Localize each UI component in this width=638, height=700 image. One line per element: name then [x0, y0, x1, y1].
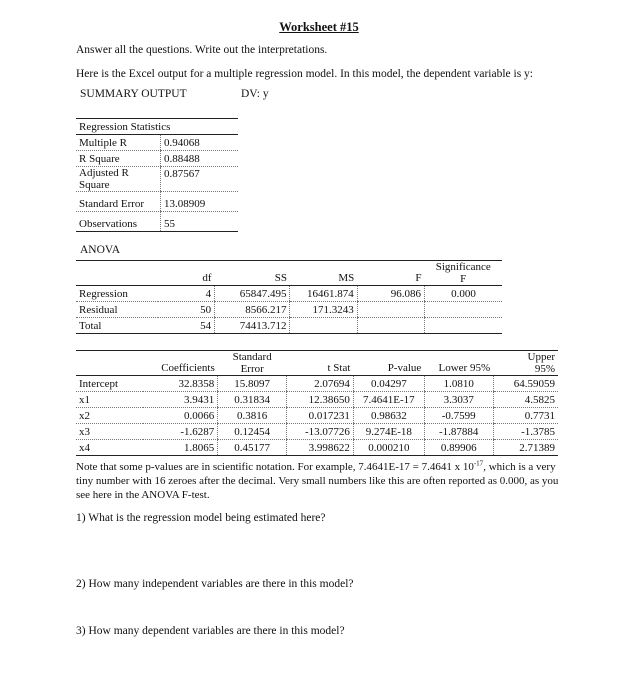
coef-upper95: 2.71389 — [493, 440, 558, 456]
anova-df: 54 — [158, 318, 215, 334]
stat-value: 55 — [161, 212, 239, 232]
anova-ss: 74413.712 — [215, 318, 290, 334]
note-part2: , which is a very tiny number with 16 zeroes after the decimal. Very small numbers like this are often reported as 0.000, as you see here in the ANOVA F-test. — [76, 461, 559, 501]
note-part1: Note that some p-values are in scientific notation. For example, 7.4641E-17 = 7.4641 x 10 — [76, 461, 474, 473]
tstat-header: t Stat — [327, 362, 351, 374]
regression-statistics-table — [76, 118, 238, 232]
table-row — [76, 192, 238, 212]
anova-significance: 0.000 — [424, 286, 502, 302]
coef-tstat: 0.017231 — [287, 408, 354, 424]
coef-upper95: 4.5825 — [493, 392, 558, 408]
lower95-header: Lower 95% — [438, 362, 491, 374]
table-row — [76, 302, 502, 318]
table-row — [76, 424, 558, 440]
anova-header-significance-line1: Significance — [435, 261, 491, 273]
anova-ms: 171.3243 — [290, 302, 357, 318]
table-row — [76, 376, 558, 392]
se-header-line1: Standard — [232, 351, 272, 363]
stat-label-line2: Square — [79, 179, 110, 191]
coef-name: x2 — [76, 408, 143, 424]
anova-header-f: F — [415, 272, 422, 284]
summary-output-label: SUMMARY OUTPUT — [80, 88, 187, 100]
coef-pvalue: 9.274E-18 — [353, 424, 424, 440]
anova-header-ms: MS — [338, 272, 355, 284]
table-row — [76, 167, 238, 192]
instructions-text: Answer all the questions. Write out the interpretations. — [76, 44, 328, 56]
stat-label-line1: Adjusted R — [79, 167, 129, 179]
anova-header-ss: SS — [274, 272, 287, 284]
regression-statistics-header: Regression Statistics — [76, 119, 238, 135]
stat-value: 0.88488 — [161, 151, 239, 167]
coef-pvalue: 0.04297 — [353, 376, 424, 392]
anova-source: Residual — [76, 302, 158, 318]
anova-header-row — [76, 261, 502, 286]
coef-name: x1 — [76, 392, 143, 408]
coefficients-header-row — [76, 351, 558, 376]
coef-value: -1.6287 — [143, 424, 218, 440]
anova-label: ANOVA — [80, 244, 121, 256]
table-row — [76, 440, 558, 456]
coef-pvalue: 7.4641E-17 — [353, 392, 424, 408]
anova-source: Regression — [76, 286, 158, 302]
table-row — [76, 151, 238, 167]
stat-value: 13.08909 — [161, 192, 239, 212]
coef-se: 0.3816 — [218, 408, 287, 424]
stat-label — [76, 167, 161, 192]
table-row — [76, 135, 238, 151]
anova-ss: 8566.217 — [215, 302, 290, 318]
coef-lower95: 3.3037 — [424, 392, 493, 408]
anova-df: 50 — [158, 302, 215, 318]
coef-se: 15.8097 — [218, 376, 287, 392]
upper95-header-line1: Upper — [527, 351, 555, 363]
table-row — [76, 408, 558, 424]
coef-lower95: -0.7599 — [424, 408, 493, 424]
coef-upper95: -1.3785 — [493, 424, 558, 440]
question-2: 2) How many independent variables are there in this model? — [76, 578, 354, 590]
question-3: 3) How many dependent variables are there in this model? — [76, 625, 345, 637]
coef-se: 0.45177 — [218, 440, 287, 456]
coef-name: Intercept — [76, 376, 143, 392]
coef-se: 0.31834 — [218, 392, 287, 408]
coef-value: 0.0066 — [143, 408, 218, 424]
table-row — [76, 392, 558, 408]
upper95-header-line2: 95% — [534, 363, 555, 375]
coef-header: Coefficients — [161, 362, 215, 374]
anova-header-significance — [424, 261, 502, 286]
coef-pvalue: 0.98632 — [353, 408, 424, 424]
se-header-line2: Error — [240, 363, 264, 375]
anova-table — [76, 260, 502, 334]
anova-ss: 65847.495 — [215, 286, 290, 302]
stat-label: Observations — [76, 212, 161, 232]
anova-f: 96.086 — [357, 286, 424, 302]
se-header — [218, 351, 287, 376]
stat-value: 0.87567 — [161, 167, 239, 192]
coef-upper95: 0.7731 — [493, 408, 558, 424]
stat-value: 0.94068 — [161, 135, 239, 151]
dv-label: DV: y — [241, 88, 269, 100]
table-row — [76, 286, 502, 302]
worksheet-title: Worksheet #15 — [279, 20, 359, 34]
pvalue-header: P-value — [387, 362, 422, 374]
coef-lower95: -1.87884 — [424, 424, 493, 440]
coef-value: 32.8358 — [143, 376, 218, 392]
coef-se: 0.12454 — [218, 424, 287, 440]
coef-value: 1.8065 — [143, 440, 218, 456]
coef-tstat: 3.998622 — [287, 440, 354, 456]
upper95-header — [493, 351, 558, 376]
intro-text: Here is the Excel output for a multiple regression model. In this model, the dependent variable is y: — [76, 68, 534, 80]
stat-label: Standard Error — [76, 192, 161, 212]
anova-source: Total — [76, 318, 158, 334]
anova-df: 4 — [158, 286, 215, 302]
coef-value: 3.9431 — [143, 392, 218, 408]
anova-header-df: df — [202, 272, 212, 284]
coef-tstat: 2.07694 — [287, 376, 354, 392]
scientific-notation-note — [76, 460, 566, 502]
coef-lower95: 0.89906 — [424, 440, 493, 456]
table-row — [76, 212, 238, 232]
stat-label: R Square — [76, 151, 161, 167]
coef-lower95: 1.0810 — [424, 376, 493, 392]
coef-pvalue: 0.000210 — [353, 440, 424, 456]
coefficients-table — [76, 350, 558, 456]
anova-ms: 16461.874 — [290, 286, 357, 302]
coef-name: x4 — [76, 440, 143, 456]
question-1: 1) What is the regression model being estimated here? — [76, 512, 326, 524]
table-row — [76, 318, 502, 334]
anova-header-significance-line2: F — [460, 273, 467, 285]
note-exponent: -17 — [473, 459, 484, 468]
coef-upper95: 64.59059 — [493, 376, 558, 392]
coef-tstat: -13.07726 — [287, 424, 354, 440]
coef-tstat: 12.38650 — [287, 392, 354, 408]
stat-label: Multiple R — [76, 135, 161, 151]
coef-name: x3 — [76, 424, 143, 440]
